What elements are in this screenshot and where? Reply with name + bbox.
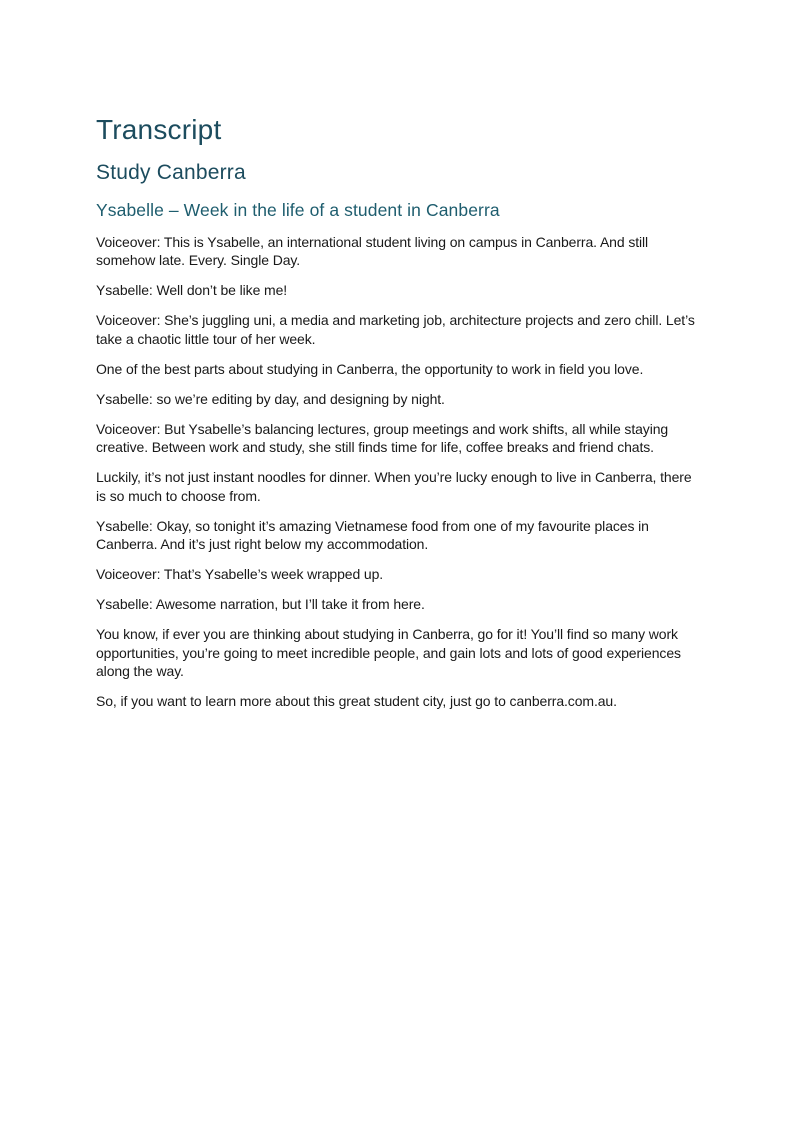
transcript-paragraph: Ysabelle: Okay, so tonight it’s amazing Vietnamese food from one of my favourite places in Canberra. And it’s just right below my accommodation.: [96, 517, 649, 553]
transcript-paragraph: Ysabelle: Awesome narration, but I’ll take it from here.: [96, 596, 425, 613]
transcript-paragraph: You know, if ever you are thinking about studying in Canberra, go for it! You’ll find so many work opportunities, you’re going to meet incredible people, and gain lots and lots of good experiences along the way.: [96, 626, 681, 680]
transcript-paragraph: Ysabelle: Well don’t be like me!: [96, 282, 288, 299]
section-heading: Ysabelle – Week in the life of a student in Canberra: [96, 199, 500, 220]
transcript-body: [96, 233, 705, 711]
transcript-paragraph: Ysabelle: so we’re editing by day, and designing by night.: [96, 390, 445, 407]
transcript-paragraph: Voiceover: That’s Ysabelle’s week wrapped up.: [96, 566, 384, 583]
transcript-paragraph: One of the best parts about studying in Canberra, the opportunity to work in field you love.: [96, 360, 644, 377]
transcript-paragraph: Voiceover: She’s juggling uni, a media and marketing job, architecture projects and zero chill. Let’s take a chaotic little tour of her week.: [96, 312, 695, 347]
document-subtitle: Study Canberra: [96, 160, 246, 184]
transcript-paragraph: Voiceover: But Ysabelle’s balancing lectures, group meetings and work shifts, all while staying creative. Between work and study, she still finds time for life, coffee breaks and friend chats.: [96, 420, 669, 456]
transcript-paragraph: Luckily, it’s not just instant noodles for dinner. When you’re lucky enough to live in Canberra, there is so much to choose from.: [96, 469, 692, 504]
transcript-paragraph: So, if you want to learn more about this great student city, just go to canberra.com.au.: [96, 693, 617, 710]
transcript-paragraph: Voiceover: This is Ysabelle, an international student living on campus in Canberra. And still somehow late. Every. Single Day.: [96, 233, 649, 269]
page-title: Transcript: [96, 114, 222, 145]
